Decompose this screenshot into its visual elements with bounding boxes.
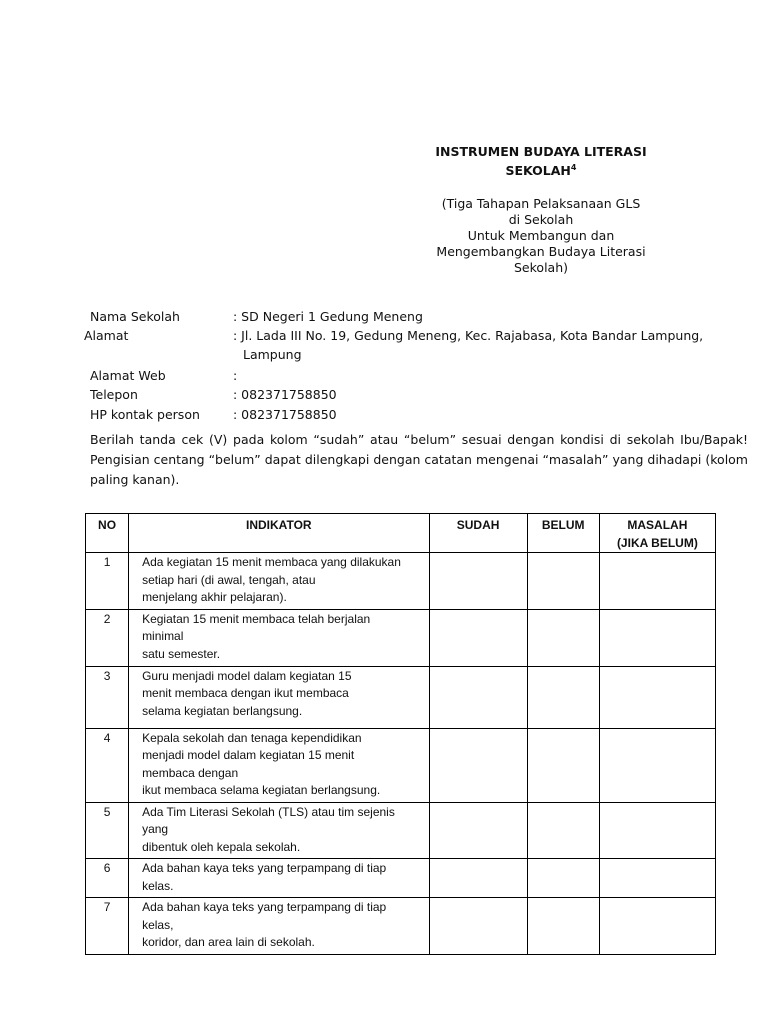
table-row	[86, 802, 716, 859]
belum-cell[interactable]	[527, 553, 599, 610]
row-indicator	[129, 802, 429, 859]
table-row	[86, 553, 716, 610]
indicator-text-line: Ada bahan kaya teks yang terpampang di tiap	[142, 900, 387, 914]
indicator-table	[85, 513, 716, 955]
belum-cell[interactable]	[527, 898, 599, 955]
row-number: 3	[86, 666, 129, 728]
indicator-text-line: Ada kegiatan 15 menit membaca yang dilakukan	[142, 555, 401, 569]
document-header	[416, 144, 666, 276]
header-belum: BELUM	[527, 514, 599, 553]
table-row	[86, 666, 716, 728]
info-alamat-web: Alamat Web :	[90, 368, 238, 383]
sudah-cell[interactable]	[429, 728, 527, 802]
row-indicator	[129, 859, 429, 898]
indicator-text-line: ikut membaca selama kegiatan berlangsung.	[142, 783, 381, 797]
table-row	[86, 859, 716, 898]
header-sudah: SUDAH	[429, 514, 527, 553]
row-indicator	[129, 553, 429, 610]
sudah-cell[interactable]	[429, 666, 527, 728]
belum-cell[interactable]	[527, 666, 599, 728]
table-row	[86, 898, 716, 955]
table-row	[86, 609, 716, 666]
indicator-text-line: minimal	[142, 629, 184, 643]
row-number: 5	[86, 802, 129, 859]
info-hp-kontak: HP kontak person : 082371758850	[90, 407, 337, 422]
sudah-cell[interactable]	[429, 859, 527, 898]
indicator-text-line: selama kegiatan berlangsung.	[142, 703, 303, 718]
masalah-cell[interactable]	[599, 802, 715, 859]
row-number: 4	[86, 728, 129, 802]
header-indikator: INDIKATOR	[129, 514, 429, 553]
row-indicator	[129, 898, 429, 955]
indicator-text-line: Ada bahan kaya teks yang terpampang di tiap	[142, 861, 387, 875]
sudah-cell[interactable]	[429, 802, 527, 859]
indicator-text-line: kelas,	[142, 917, 174, 932]
indicator-text-line: Guru menjadi model dalam kegiatan 15	[142, 668, 352, 683]
masalah-cell[interactable]	[599, 859, 715, 898]
sudah-cell[interactable]	[429, 553, 527, 610]
belum-cell[interactable]	[527, 802, 599, 859]
indicator-text-line: membaca dengan	[142, 765, 239, 780]
indicator-text-line: menjelang akhir pelajaran).	[142, 590, 287, 604]
masalah-cell[interactable]	[599, 666, 715, 728]
info-nama-sekolah: Nama Sekolah : SD Negeri 1 Gedung Meneng	[90, 309, 423, 324]
footnote-marker: 4	[570, 163, 577, 172]
masalah-cell[interactable]	[599, 728, 715, 802]
row-number: 2	[86, 609, 129, 666]
indicator-text-line: Kepala sekolah dan tenaga kependidikan	[142, 730, 362, 745]
row-indicator	[129, 728, 429, 802]
masalah-cell[interactable]	[599, 553, 715, 610]
masalah-cell[interactable]	[599, 609, 715, 666]
sudah-cell[interactable]	[429, 609, 527, 666]
row-number: 6	[86, 859, 129, 898]
row-indicator	[129, 609, 429, 666]
indicator-text-line: kelas.	[142, 878, 174, 893]
belum-cell[interactable]	[527, 859, 599, 898]
header-masalah: MASALAH (JIKA BELUM)	[599, 514, 715, 553]
document-subtitle: (Tiga Tahapan Pelaksanaan GLS di Sekolah Untuk Membangun dan Mengembangkan Budaya Literasi Sekolah)	[436, 196, 646, 276]
indicator-text-line: dibentuk oleh kepala sekolah.	[142, 839, 301, 854]
indicator-text-line: yang	[142, 822, 169, 836]
table-header-row	[86, 514, 716, 553]
info-alamat-cont: Lampung	[243, 347, 302, 362]
row-number: 7	[86, 898, 129, 955]
row-indicator	[129, 666, 429, 728]
info-telepon: Telepon : 082371758850	[90, 387, 337, 402]
indicator-text-line: setiap hari (di awal, tengah, atau	[142, 572, 316, 587]
masalah-cell[interactable]	[599, 898, 715, 955]
header-no: NO	[86, 514, 129, 553]
sudah-cell[interactable]	[429, 898, 527, 955]
indicator-text-line: menit membaca dengan ikut membaca	[142, 686, 349, 700]
table-body	[86, 553, 716, 955]
table-row	[86, 728, 716, 802]
row-number: 1	[86, 553, 129, 610]
indicator-text-line: Ada Tim Literasi Sekolah (TLS) atau tim sejenis	[142, 804, 395, 819]
indicator-text-line: koridor, dan area lain di sekolah.	[142, 935, 315, 949]
belum-cell[interactable]	[527, 609, 599, 666]
indicator-text-line: menjadi model dalam kegiatan 15 menit	[142, 748, 355, 762]
instructions-paragraph: Berilah tanda cek (V) pada kolom “sudah” atau “belum” sesuai dengan kondisi di sekolah Ibu/Bapak! Pengisian centang “belum” dapat dilengkapi dengan catatan mengenai “masalah” yang dihadapi (kolom paling kanan).	[90, 432, 748, 487]
indicator-text-line: satu semester.	[142, 646, 221, 661]
indicator-text-line: Kegiatan 15 menit membaca telah berjalan	[142, 611, 371, 626]
belum-cell[interactable]	[527, 728, 599, 802]
document-title: INSTRUMEN BUDAYA LITERASI SEKOLAH$^4$	[435, 144, 647, 179]
info-alamat: Alamat : Jl. Lada III No. 19, Gedung Meneng, Kec. Rajabasa, Kota Bandar Lampung,	[84, 328, 704, 343]
